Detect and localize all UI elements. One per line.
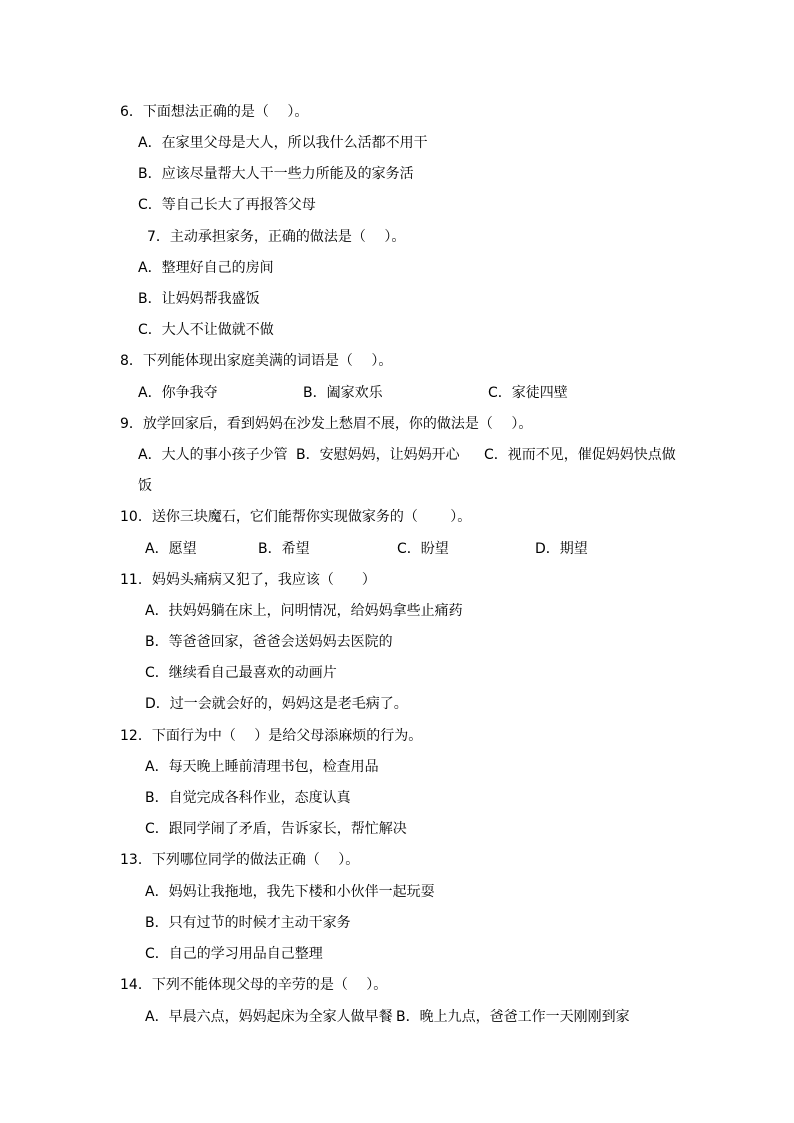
q12-option-a: A．每天晚上睡前清理书包，检查用品 <box>145 759 379 775</box>
q8-option-a: A．你争我夺 <box>138 385 218 401</box>
q14-stem: 14．下列不能体现父母的辛劳的是（ ）。 <box>120 977 388 993</box>
q11-option-b: B．等爸爸回家，爸爸会送妈妈去医院的 <box>145 634 393 650</box>
q9-option-c: C．视而不见，催促妈妈快点做 <box>484 447 676 463</box>
q11-stem: 11．妈妈头痛病又犯了，我应该（ ） <box>120 572 376 588</box>
q6-stem: 6．下面想法正确的是（ ）。 <box>120 104 309 120</box>
q7-option-a: A．整理好自己的房间 <box>138 260 274 276</box>
q12-option-b: B．自觉完成各科作业，态度认真 <box>145 790 351 806</box>
q13-option-a: A．妈妈让我拖地，我先下楼和小伙伴一起玩耍 <box>145 884 435 900</box>
q8-stem: 8．下列能体现出家庭美满的词语是（ ）。 <box>120 353 393 369</box>
q8-option-c: C．家徒四壁 <box>488 385 568 401</box>
q7-option-c: C．大人不让做就不做 <box>138 322 274 338</box>
q10-option-b: B．希望 <box>258 541 310 557</box>
q8-option-b: B．阖家欢乐 <box>303 385 383 401</box>
q10-option-c: C．盼望 <box>397 541 449 557</box>
q7-option-b: B．让妈妈帮我盛饭 <box>138 291 260 307</box>
q9-option-b: B．安慰妈妈，让妈妈开心 <box>296 447 460 463</box>
q9-stem: 9．放学回家后，看到妈妈在沙发上愁眉不展，你的做法是（ ）。 <box>120 416 533 432</box>
q6-option-b: B．应该尽量帮大人干一些力所能及的家务活 <box>138 166 414 182</box>
q11-option-a: A．扶妈妈躺在床上，问明情况，给妈妈拿些止痛药 <box>145 603 463 619</box>
q12-option-c: C．跟同学闹了矛盾，告诉家长，帮忙解决 <box>145 821 407 837</box>
q9-option-a: A．大人的事小孩子少管 <box>138 447 288 463</box>
q10-stem: 10．送你三块魔石，它们能帮你实现做家务的（ ）。 <box>120 509 472 525</box>
q14-option-a: A．早晨六点，妈妈起床为全家人做早餐 <box>145 1009 393 1025</box>
q13-option-c: C．自己的学习用品自己整理 <box>145 946 323 962</box>
q9-option-c-continuation: 饭 <box>138 478 152 494</box>
q12-stem: 12．下面行为中（ ）是给父母添麻烦的行为。 <box>120 728 423 744</box>
q6-option-c: C．等自己长大了再报答父母 <box>138 197 316 213</box>
q11-option-c: C．继续看自己最喜欢的动画片 <box>145 665 337 681</box>
q11-option-d: D．过一会就会好的，妈妈这是老毛病了。 <box>145 696 408 712</box>
q10-option-a: A．愿望 <box>145 541 197 557</box>
q13-stem: 13．下列哪位同学的做法正确（ ）。 <box>120 852 360 868</box>
q6-option-a: A．在家里父母是大人，所以我什么活都不用干 <box>138 135 428 151</box>
q13-option-b: B．只有过节的时候才主动干家务 <box>145 915 351 931</box>
q7-stem: 7．主动承担家务，正确的做法是（ ）。 <box>147 229 406 245</box>
q14-option-b: B．晚上九点，爸爸工作一天刚刚到家 <box>396 1009 630 1025</box>
q10-option-d: D．期望 <box>535 541 588 557</box>
